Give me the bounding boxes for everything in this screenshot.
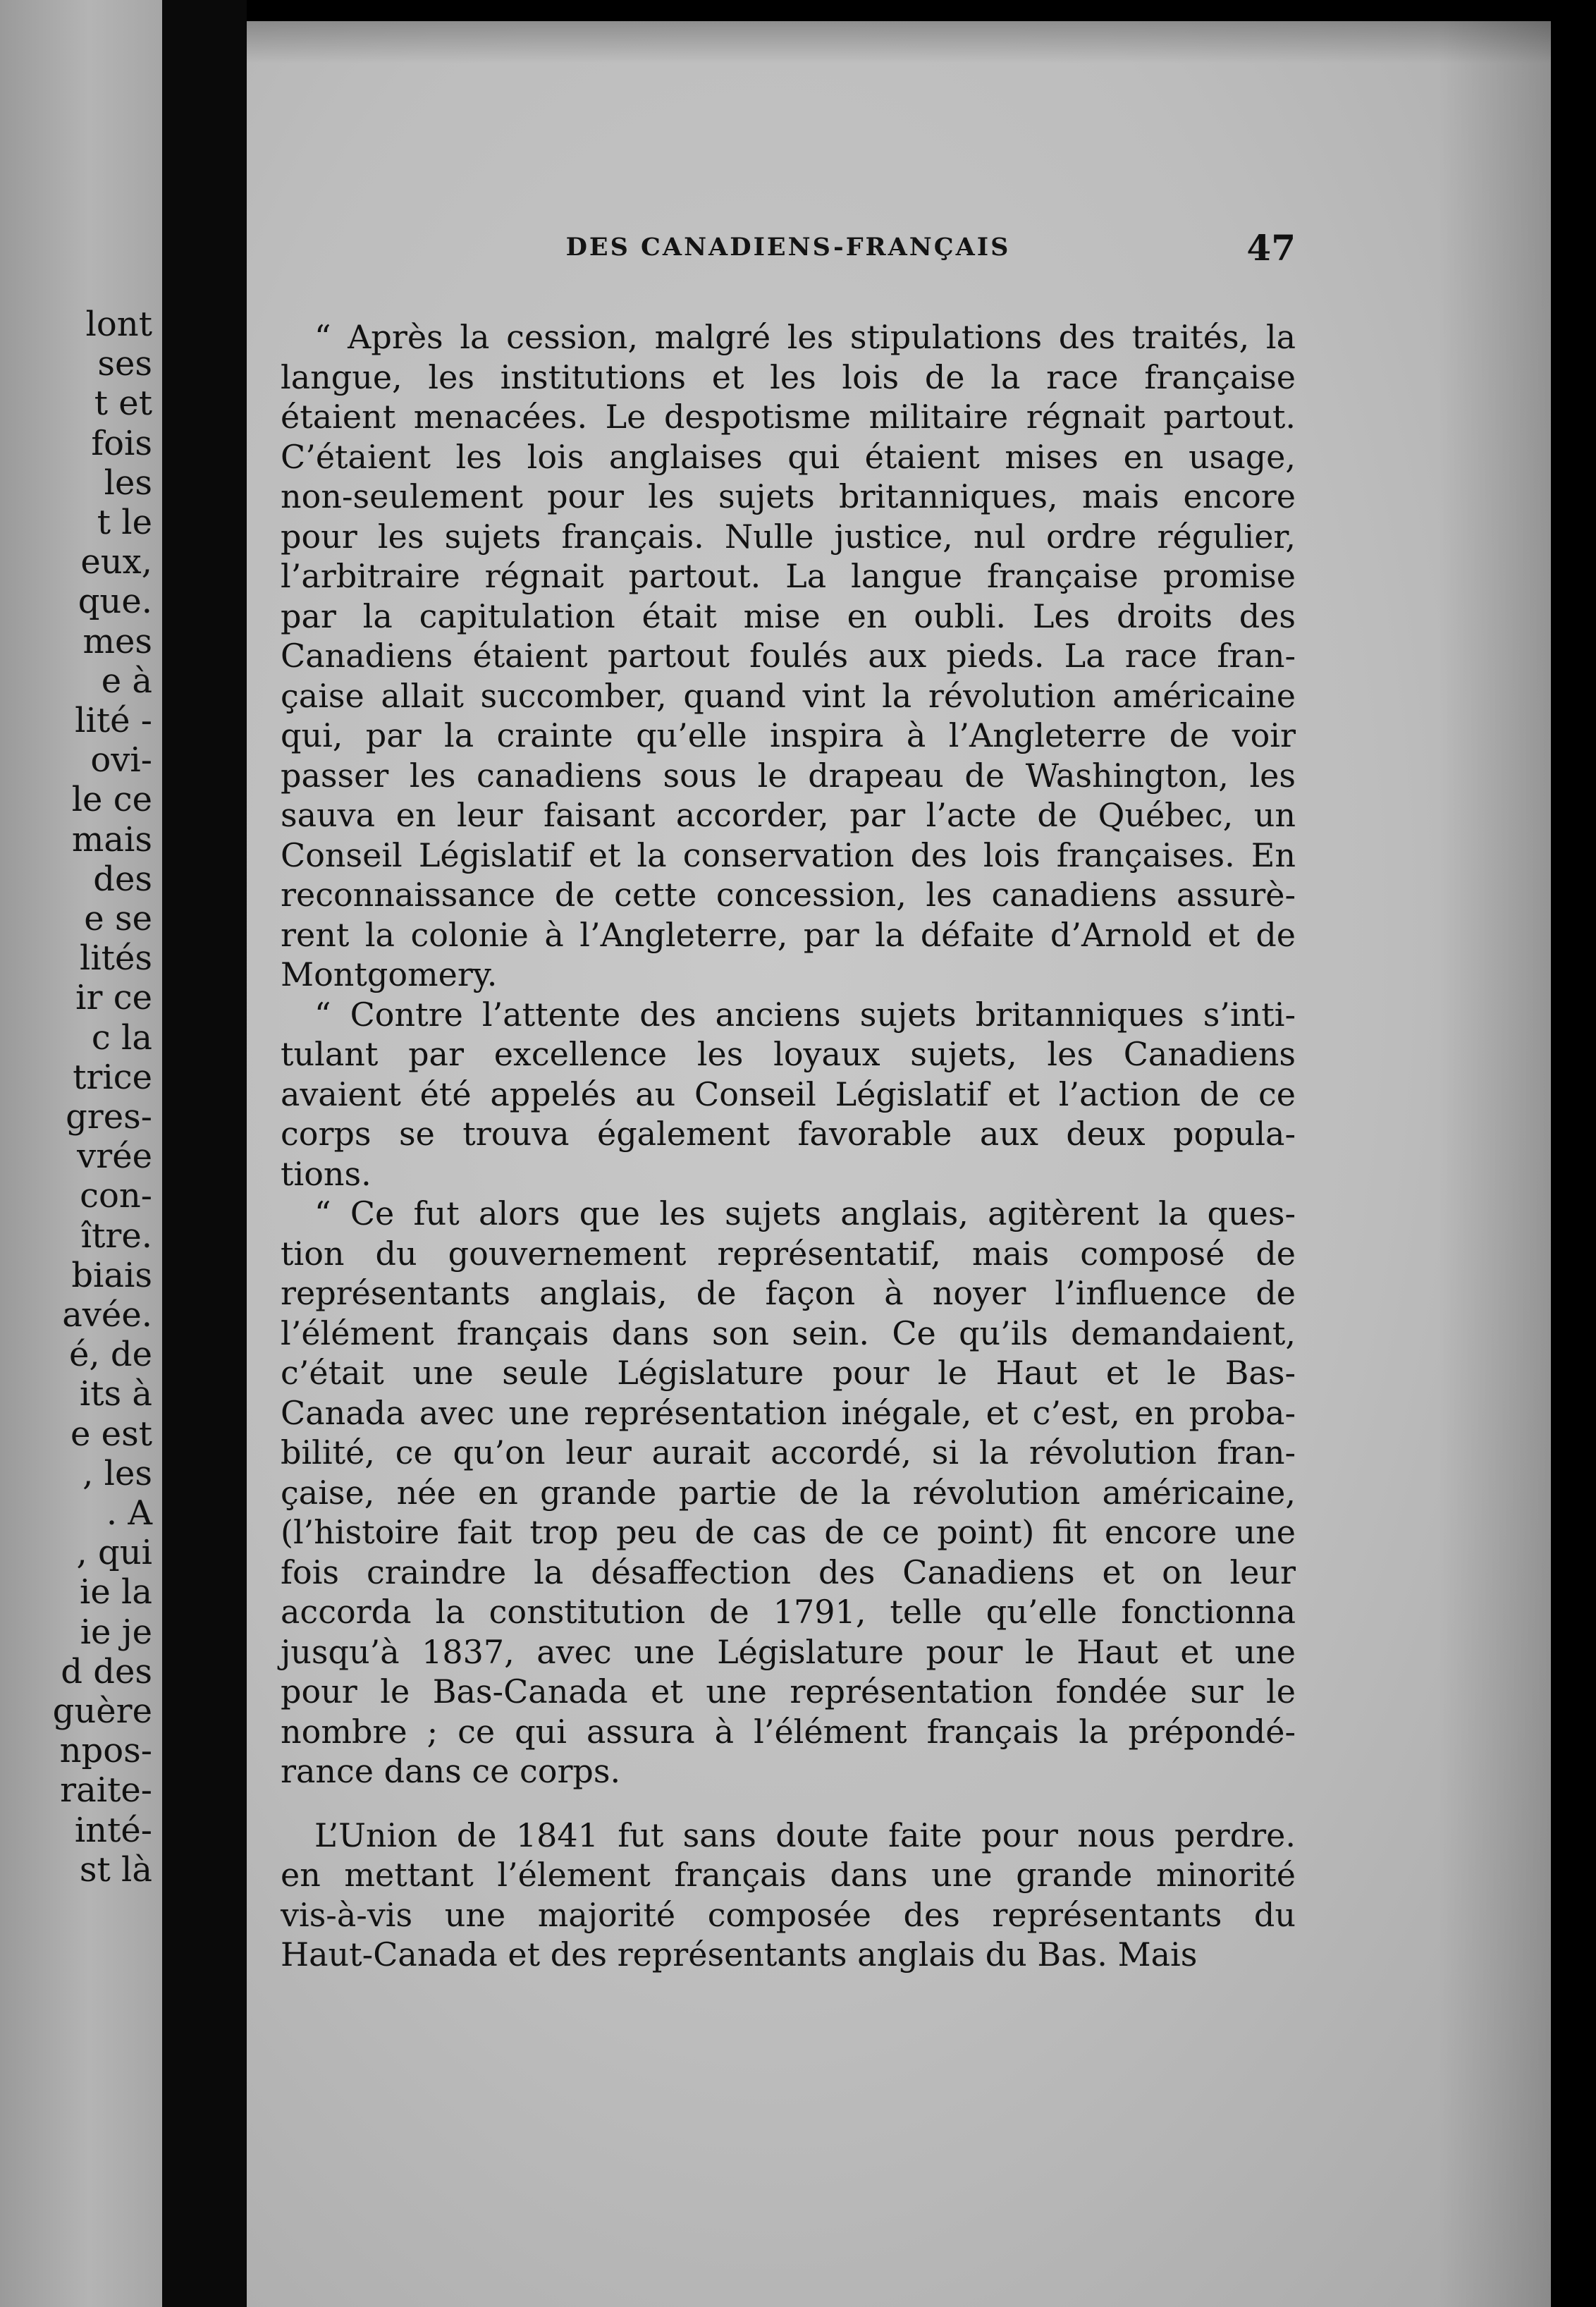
text-line: bilité, ce qu’on leur aurait accordé, si la révolution fran- bbox=[281, 1433, 1296, 1471]
left-page-fragment: d des bbox=[61, 1651, 152, 1691]
left-page-fragment: lités bbox=[79, 938, 152, 979]
left-page-fragment: mes bbox=[82, 621, 152, 661]
text-line: l’arbitraire régnait partout. La langue française promise bbox=[281, 557, 1296, 595]
left-page-fragment: t et bbox=[94, 384, 152, 424]
left-page-fragment: inté- bbox=[74, 1810, 152, 1850]
left-page-fragment: que. bbox=[78, 582, 152, 622]
paragraph bbox=[281, 1194, 1296, 1792]
text-line: vis-à-vis une majorité composée des représentants du bbox=[281, 1895, 1296, 1934]
book-page bbox=[247, 21, 1551, 2307]
text-line: Canadiens étaient partout foulés aux pieds. La race fran- bbox=[281, 637, 1296, 675]
text-line: passer les canadiens sous le drapeau de Washington, les bbox=[281, 756, 1296, 795]
left-page-fragment: its à bbox=[79, 1374, 152, 1414]
text-line: “ Ce fut alors que les sujets anglais, agitèrent la ques- bbox=[314, 1194, 1296, 1232]
text-line: l’élément français dans son sein. Ce qu’ils demandaient, bbox=[281, 1314, 1296, 1352]
text-line: (l’histoire fait trop peu de cas de ce point) fit encore une bbox=[281, 1513, 1296, 1551]
text-line: accorda la constitution de 1791, telle qu’elle fonctionna bbox=[281, 1593, 1296, 1631]
body-text bbox=[281, 317, 1296, 1975]
left-page-fragment: eux, bbox=[80, 542, 152, 582]
left-page-fragment: , qui bbox=[76, 1533, 152, 1573]
left-page-fragment: lité - bbox=[75, 701, 152, 740]
text-line: en mettant l’élement français dans une grande minorité bbox=[281, 1856, 1296, 1894]
text-line: Haut-Canada et des représentants anglais du Bas. Mais bbox=[281, 1935, 1198, 1974]
text-line: avaient été appelés au Conseil Législatif et l’action de ce bbox=[281, 1075, 1296, 1113]
left-page-fragment: con- bbox=[80, 1176, 152, 1216]
left-page-fragment: ie la bbox=[80, 1572, 152, 1613]
text-line: rance dans ce corps. bbox=[281, 1752, 621, 1790]
text-line: tulant par excellence les loyaux sujets, les Canadiens bbox=[281, 1035, 1296, 1073]
left-page-fragment: t le bbox=[97, 503, 152, 542]
page-right-shade bbox=[1438, 21, 1551, 2307]
text-line: sauva en leur faisant accorder, par l’acte de Québec, un bbox=[281, 796, 1296, 834]
text-line: çaise, née en grande partie de la révolution américaine, bbox=[281, 1473, 1296, 1512]
left-page-fragment: ître. bbox=[80, 1216, 152, 1256]
text-line: Conseil Législatif et la conservation des lois françaises. En bbox=[281, 836, 1296, 874]
left-page-fragment: c la bbox=[91, 1017, 152, 1058]
left-page-fragment: avée. bbox=[62, 1295, 152, 1335]
left-page-fragment: e se bbox=[84, 899, 152, 938]
left-page-fragment: fois bbox=[91, 423, 152, 463]
left-page-fragment: raite- bbox=[60, 1770, 152, 1811]
paragraph bbox=[281, 1816, 1296, 1975]
text-line: “ Contre l’attente des anciens sujets britanniques s’inti- bbox=[314, 995, 1296, 1034]
left-page-fragment: ie je bbox=[80, 1612, 152, 1652]
left-page-fragment: biais bbox=[71, 1255, 152, 1295]
left-page-fragment: guère bbox=[52, 1691, 152, 1731]
text-line: rent la colonie à l’Angleterre, par la défaite d’Arnold et de bbox=[281, 915, 1296, 954]
text-line: jusqu’à 1837, avec une Législature pour le Haut et une bbox=[281, 1632, 1296, 1671]
text-line: qui, par la crainte qu’elle inspira à l’Angleterre de voir bbox=[281, 716, 1296, 754]
left-page-fragment: mais bbox=[71, 819, 152, 859]
left-page-fragment: des bbox=[93, 859, 152, 899]
text-line: c’était une seule Législature pour le Haut et le Bas- bbox=[281, 1354, 1296, 1392]
text-line: nombre ; ce qui assura à l’élément français la prépondé- bbox=[281, 1712, 1296, 1751]
left-page-fragment: le ce bbox=[71, 780, 152, 820]
book-gutter bbox=[162, 0, 247, 2307]
paragraph bbox=[281, 995, 1296, 1194]
text-line: pour les sujets français. Nulle justice, nul ordre régulier, bbox=[281, 517, 1296, 556]
text-line: Montgomery. bbox=[281, 955, 498, 993]
left-page-fragment: npos- bbox=[59, 1731, 152, 1771]
left-page-fragment: ir ce bbox=[75, 978, 152, 1018]
left-page-fragment: . A bbox=[106, 1493, 152, 1533]
running-head bbox=[281, 227, 1296, 282]
paragraph bbox=[281, 317, 1296, 995]
left-page-fragment: e est bbox=[70, 1414, 152, 1454]
left-page-fragment: st là bbox=[79, 1849, 152, 1890]
text-line: çaise allait succomber, quand vint la révolution américaine bbox=[281, 676, 1296, 715]
left-page-fragment: gres- bbox=[66, 1097, 152, 1137]
text-line: Canada avec une représentation inégale, et c’est, en proba- bbox=[281, 1393, 1296, 1432]
left-page-fragment: trice bbox=[73, 1057, 152, 1097]
left-page-edge bbox=[0, 0, 162, 2307]
page-number: 47 bbox=[1246, 227, 1296, 269]
page-top-shadow bbox=[247, 21, 1551, 63]
text-line: pour le Bas-Canada et une représentation fondée sur le bbox=[281, 1672, 1296, 1711]
text-line: tions. bbox=[281, 1154, 372, 1193]
left-page-fragment: ses bbox=[97, 344, 152, 384]
left-page-fragment: vrée bbox=[77, 1137, 152, 1177]
left-page-fragment: lont bbox=[85, 305, 152, 344]
text-line: L’Union de 1841 fut sans doute faite pour nous perdre. bbox=[314, 1816, 1296, 1854]
text-line: langue, les institutions et les lois de la race française bbox=[281, 357, 1296, 396]
left-page-fragment: les bbox=[104, 463, 152, 503]
running-title: DES CANADIENS-FRANÇAIS bbox=[565, 233, 1011, 262]
text-line: fois craindre la désaffection des Canadiens et on leur bbox=[281, 1553, 1296, 1591]
text-line: “ Après la cession, malgré les stipulations des traités, la bbox=[314, 318, 1296, 356]
text-line: non-seulement pour les sujets britanniques, mais encore bbox=[281, 477, 1296, 515]
text-line: tion du gouvernement représentatif, mais composé de bbox=[281, 1234, 1296, 1273]
text-line: représentants anglais, de façon à noyer l’influence de bbox=[281, 1274, 1296, 1312]
left-page-fragment: , les bbox=[82, 1453, 152, 1493]
text-line: étaient menacées. Le despotisme militaire régnait partout. bbox=[281, 398, 1296, 436]
text-line: par la capitulation était mise en oubli. Les droits des bbox=[281, 596, 1296, 635]
text-line: reconnaissance de cette concession, les canadiens assurè- bbox=[281, 876, 1296, 914]
left-page-fragment: e à bbox=[101, 661, 152, 701]
left-page-fragment: é, de bbox=[68, 1335, 152, 1375]
text-line: C’étaient les lois anglaises qui étaient mises en usage, bbox=[281, 437, 1296, 476]
text-line: corps se trouva également favorable aux deux popula- bbox=[281, 1115, 1296, 1153]
left-page-fragment: ovi- bbox=[90, 740, 152, 781]
